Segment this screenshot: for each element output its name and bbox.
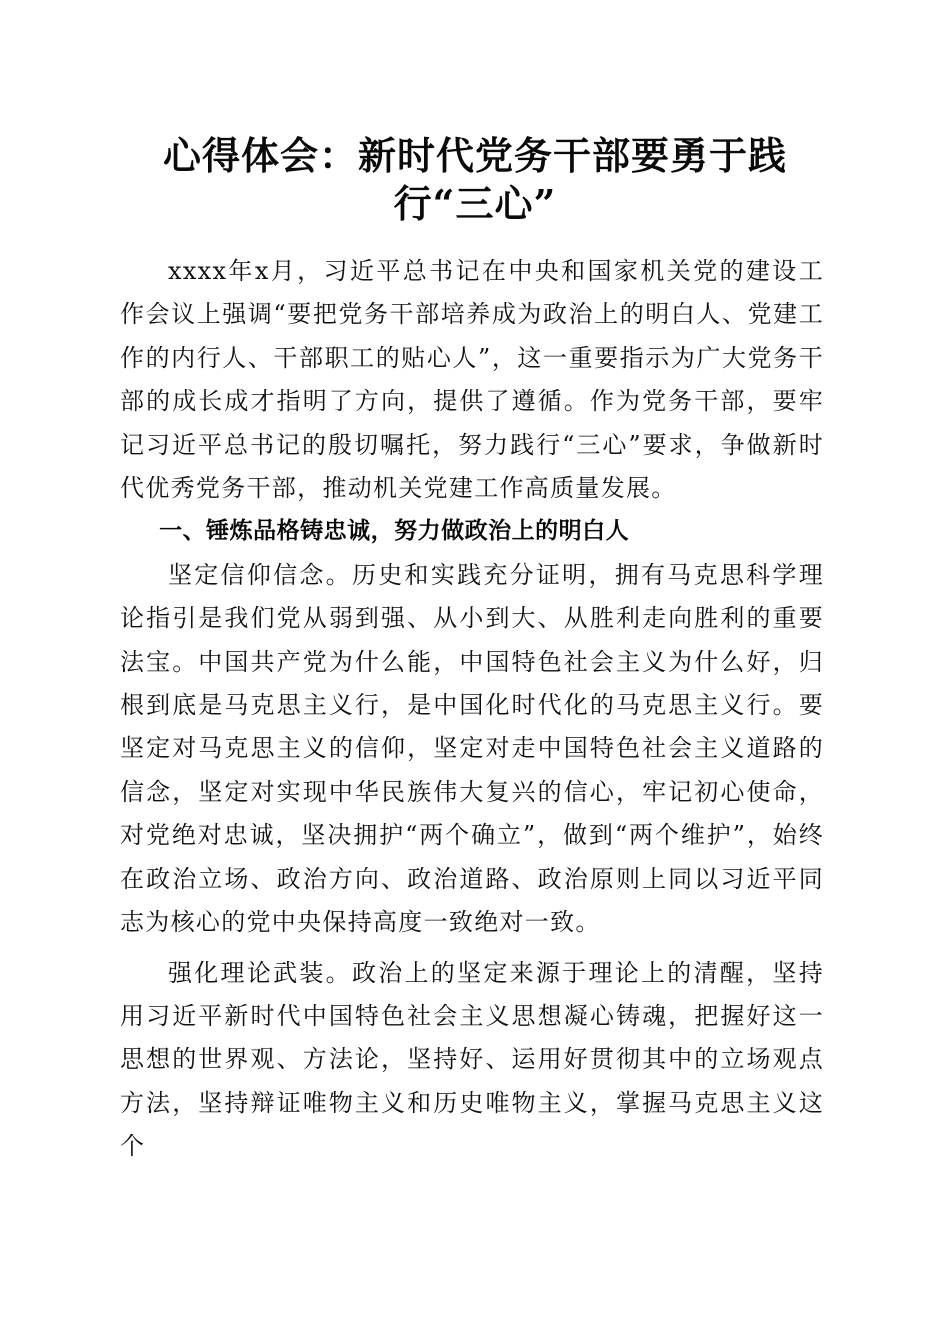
intro-paragraph: xxxx年x月，习近平总书记在中央和国家机关党的建设工作会议上强调“要把党务干部培养成为政治上的明白人、党建工作的内行人、干部职工的贴心人”，这一重要指示为广大党务干部的成长成才指明了方向，提供了遵循。作为党务干部，要牢记习近平总书记的殷切嘱托，努力践行“三心”要求，争做新时代优秀党务干部，推动机关党建工作高质量发展。: [120, 257, 824, 503]
document-body: [120, 250, 824, 1169]
paragraph-theory: 强化理论武装。政治上的坚定来源于理论上的清醒，坚持用习近平新时代中国特色社会主义思想凝心铸魂，把握好这一思想的世界观、方法论，坚持好、运用好贯彻其中的立场观点方法，坚持辩证唯物主义和历史唯物主义，掌握马克思主义这个: [120, 958, 824, 1161]
section-heading-1: 一、锤炼品格铸忠诚，努力做政治上的明白人: [159, 518, 630, 545]
paragraph-gap: [120, 945, 824, 952]
document-title: 心得体会：新时代党务干部要勇于践行“三心”: [162, 133, 787, 226]
paragraph-faith: 坚定信仰信念。历史和实践充分证明，拥有马克思科学理论指引是我们党从弱到强、从小到大、从胜利走向胜利的重要法宝。中国共产党为什么能，中国特色社会主义为什么好，归根到底是马克思主义行，是中国化时代化的马克思主义行。要坚定对马克思主义的信仰，坚定对走中国特色社会主义道路的信念，坚定对实现中华民族伟大复兴的信心，牢记初心使命，对党绝对忠诚，坚决拥护“两个确立”，做到“两个维护”，始终在政治立场、政治方向、政治道路、政治原则上同以习近平同志为核心的党中央保持高度一致绝对一致。: [120, 560, 824, 937]
